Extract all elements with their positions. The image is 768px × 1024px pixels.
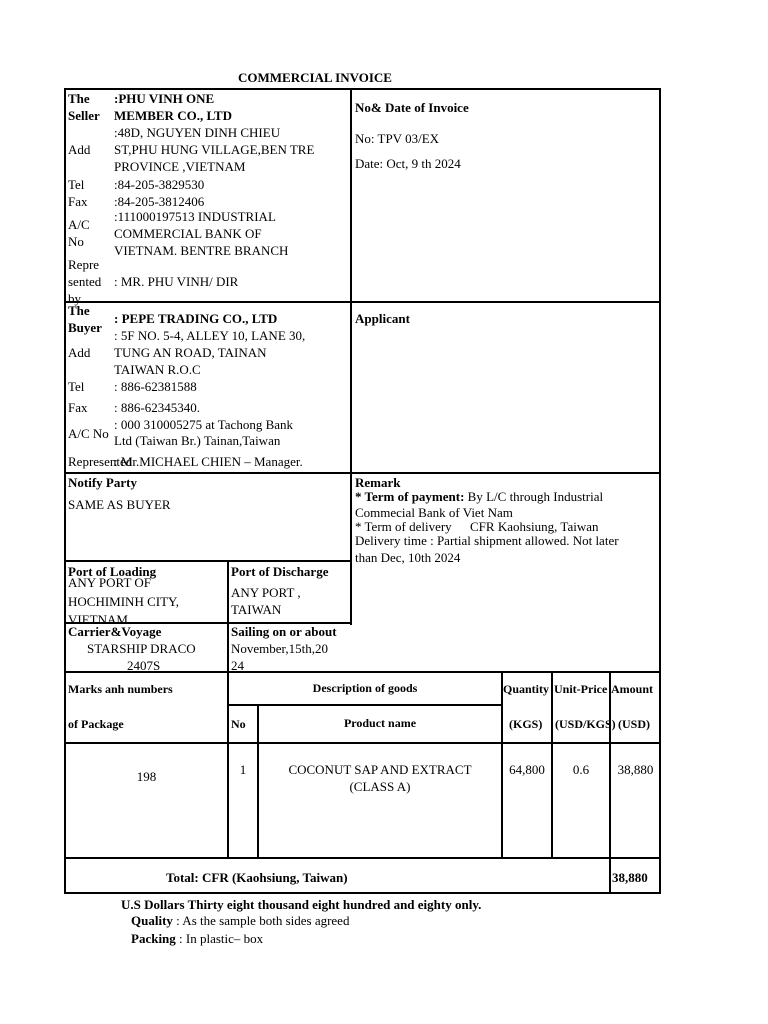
delivery-term-value: CFR Kaohsiung, Taiwan xyxy=(470,519,599,534)
port-discharge-heading: Port of Discharge xyxy=(231,564,329,579)
buyer-add-3: TAIWAN R.O.C xyxy=(114,362,201,377)
buyer-add-wrap xyxy=(112,328,350,377)
sailing-line1: November,15th,20 xyxy=(231,641,328,656)
seller-rep-label-1: Repre xyxy=(68,257,100,272)
buyer-rep-label: Represented xyxy=(68,454,133,469)
row-quantity: 64,800 xyxy=(509,762,545,777)
invoice-title: COMMERCIAL INVOICE xyxy=(238,70,392,85)
port-loading-wrap xyxy=(66,575,226,627)
port-loading-heading: Port of Loading xyxy=(68,564,157,579)
buyer-tel-label: Tel xyxy=(68,379,85,394)
buyer-tel: : 886-62381588 xyxy=(114,379,197,394)
invoice-heading: No& Date of Invoice xyxy=(355,100,469,115)
buyer-ac-label-wrap xyxy=(66,420,110,444)
seller-add-1: :48D, NGUYEN DINH CHIEU xyxy=(114,125,281,140)
seller-tel: :84-205-3829530 xyxy=(114,177,205,192)
notify-heading: Notify Party xyxy=(68,475,137,490)
packing-line xyxy=(131,930,263,947)
divider-notify-ports xyxy=(64,560,352,562)
payment-term-label: * Term of payment: xyxy=(355,489,465,504)
sailing-line2: 24 xyxy=(231,658,244,673)
row-marks: 198 xyxy=(136,769,157,784)
carrier-heading: Carrier&Voyage xyxy=(68,624,162,639)
description-heading: Description of goods xyxy=(312,681,418,695)
buyer-ac-2: Ltd (Taiwan Br.) Tainan,Taiwan xyxy=(114,433,281,448)
seller-ac-2: COMMERCIAL BANK OF xyxy=(114,226,262,241)
buyer-add-label: Add xyxy=(68,345,91,360)
unitprice-heading-wrap xyxy=(553,673,616,741)
buyer-add-1: : 5F NO. 5-4, ALLEY 10, LANE 30, xyxy=(114,328,306,343)
seller-label-2: Seller xyxy=(68,108,100,123)
quality-value: : As the sample both sides agreed xyxy=(172,913,350,928)
total-amount: 38,880 xyxy=(612,870,648,885)
buyer-rep: : Mr.MICHAEL CHIEN – Manager. xyxy=(114,454,303,469)
seller-ac-label-1: A/C xyxy=(68,217,90,232)
row-product-1: COCONUT SAP AND EXTRACT xyxy=(288,762,472,777)
marks-heading-2: of Package xyxy=(68,717,124,731)
carrier-line1: STARSHIP DRACO xyxy=(87,641,196,656)
buyer-name: : PEPE TRADING CO., LTD xyxy=(114,311,278,326)
seller-ac-label-2: No xyxy=(68,234,84,249)
quantity-unit: (KGS) xyxy=(509,717,543,731)
remark-payment xyxy=(355,488,603,505)
delivery-term-label: * Term of delivery xyxy=(355,519,452,534)
seller-name-2: MEMBER CO., LTD xyxy=(114,108,232,123)
buyer-ac-label: A/C No xyxy=(68,426,109,441)
quantity-heading-wrap xyxy=(503,673,551,741)
seller-add-3: PROVINCE ,VIETNAM xyxy=(114,159,246,174)
row-unit-price: 0.6 xyxy=(572,762,590,777)
product-heading: Product name xyxy=(343,716,417,730)
amount-heading: Amount xyxy=(611,682,654,696)
port-loading-1: ANY PORT OF xyxy=(68,575,152,590)
port-discharge-2: TAIWAN xyxy=(231,602,282,617)
buyer-rep-label-wrap xyxy=(66,450,133,470)
buyer-label-2: Buyer xyxy=(68,320,102,335)
buyer-ac-1: : 000 310005275 at Tachong Bank xyxy=(114,417,294,432)
port-loading-2: HOCHIMINH CITY, xyxy=(68,594,179,609)
carrier-line2: 2407S xyxy=(127,658,161,673)
packing-label: Packing xyxy=(131,931,176,946)
marks-heading-1: Marks anh numbers xyxy=(68,682,173,696)
amount-in-words: U.S Dollars Thirty eight thousand eight hundred and eighty only. xyxy=(121,897,482,912)
unitprice-heading: Unit-Price xyxy=(554,682,608,696)
divider-seller-buyer xyxy=(64,301,661,303)
buyer-add-2: TUNG AN ROAD, TAINAN xyxy=(114,345,267,360)
unitprice-unit: (USD/KGS) xyxy=(555,717,616,731)
payment-term-value-1: By L/C through Industrial xyxy=(464,489,604,504)
seller-ac-1: :111000197513 INDUSTRIAL xyxy=(114,209,276,224)
sailing-heading: Sailing on or about xyxy=(231,624,337,639)
quality-label: Quality xyxy=(131,913,173,928)
payment-term-value-2: Commecial Bank of Viet Nam xyxy=(355,505,513,520)
seller-name-1: :PHU VINH ONE xyxy=(114,91,215,106)
port-loading-3: VIETNAM xyxy=(68,612,128,627)
delivery-time-2: than Dec, 10th 2024 xyxy=(355,550,461,565)
quality-line xyxy=(131,912,349,929)
seller-rep-label-wrap xyxy=(66,255,110,306)
no-heading: No xyxy=(231,717,246,731)
seller-rep-label-2: sented xyxy=(68,274,102,289)
port-discharge-1: ANY PORT , xyxy=(231,585,301,600)
seller-add-2: ST,PHU HUNG VILLAGE,BEN TRE xyxy=(114,142,315,157)
seller-add-label: Add xyxy=(68,142,91,157)
buyer-fax: : 886-62345340. xyxy=(114,400,200,415)
buyer-label-1: The xyxy=(68,303,90,318)
invoice-number: No: TPV 03/EX xyxy=(355,131,440,146)
invoice-date: Date: Oct, 9 th 2024 xyxy=(355,156,461,171)
buyer-label-wrap xyxy=(66,303,110,337)
amount-heading-wrap xyxy=(611,673,659,741)
sailing-wrap xyxy=(229,623,350,672)
seller-label-1: The xyxy=(68,91,90,106)
quantity-heading: Quantity xyxy=(503,682,550,696)
packing-value: : In plastic– box xyxy=(175,931,264,946)
row-amount: 38,880 xyxy=(617,762,654,777)
form-divider-vertical xyxy=(350,88,352,625)
remark-heading: Remark xyxy=(355,475,401,490)
applicant-heading: Applicant xyxy=(355,311,410,326)
notify-value: SAME AS BUYER xyxy=(68,497,171,512)
seller-ac-3: VIETNAM. BENTRE BRANCH xyxy=(114,243,289,258)
row-product-2: (CLASS A) xyxy=(349,779,411,794)
seller-rep: : MR. PHU VINH/ DIR xyxy=(114,274,239,289)
total-label: Total: CFR (Kaohsiung, Taiwan) xyxy=(166,870,348,885)
buyer-fax-label: Fax xyxy=(68,400,88,415)
seller-fax: :84-205-3812406 xyxy=(114,194,205,209)
goods-header-divider xyxy=(64,742,661,744)
row-no: 1 xyxy=(239,762,247,777)
delivery-time-1: Delivery time : Partial shipment allowed. Not later xyxy=(355,533,619,548)
seller-rep-label-3: by xyxy=(68,291,81,306)
goods-total-divider xyxy=(64,857,661,859)
goods-desc-divider xyxy=(227,704,502,706)
amount-unit: (USD) xyxy=(618,717,650,731)
seller-fax-label: Fax xyxy=(68,194,88,209)
seller-tel-label: Tel xyxy=(68,177,85,192)
